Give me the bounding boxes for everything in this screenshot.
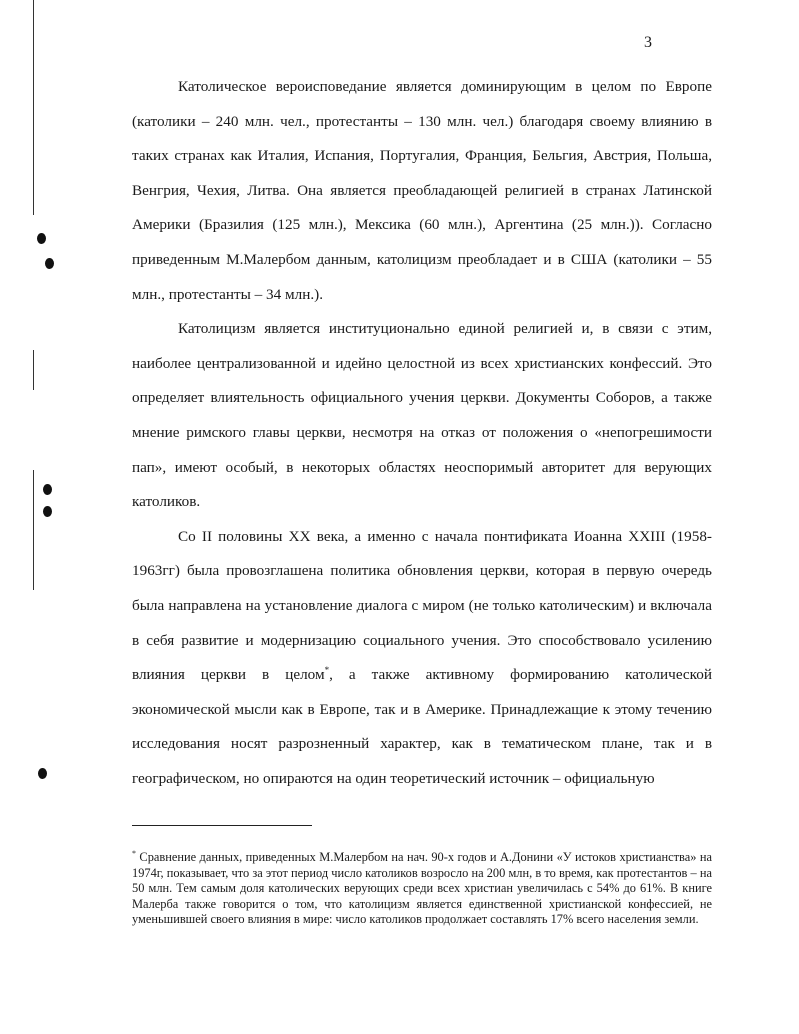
- footnote: [132, 850, 712, 928]
- punch-hole-mark: [37, 233, 46, 244]
- footnote-reference-mark: *: [324, 665, 330, 676]
- paragraph-2: Католицизм является институционально единой религией и, в связи с этим, наиболее централизованной и идейно целостной из всех христианских конфессий. Это определяет влиятельность официального учения церкви. Документы Соборов, а также мнение римского главы церкви, несмотря на отказ от положения о «непогрешимости пап», имеют особый, в некоторых областях неоспоримый авторитет для верующих католиков.: [132, 320, 712, 511]
- scan-edge-line: [33, 350, 34, 390]
- document-body: [132, 70, 712, 796]
- footnote-separator: [132, 825, 312, 826]
- paragraph-1: Католическое вероисповедание является доминирующим в целом по Европе (католики – 240 млн. чел., протестанты – 130 млн. чел.) благодаря своему влиянию в таких странах как Италия, Испания, Португалия, Франция, Бельгия, Австрия, Польша, Венгрия, Чехия, Литва. Она является преобладающей религией в странах Латинской Америки (Бразилия (125 млн.), Мексика (60 млн.), Аргентина (25 млн.)). Согласно приведенным М.Малербом данным, католицизм преобладает и в США (католики – 55 млн., протестанты – 34 млн.).: [132, 78, 712, 303]
- footnote-text: Сравнение данных, приведенных М.Малербом на нач. 90-х годов и А.Донини «У истоков христианства» на 1974г, показывает, что за этот период число католиков возросло на 200 млн, в то время, как протестантов – на 50 млн. Тем самым доля католических верующих среди всех христиан увеличилась с 54% до 61%. В книге Малерба также говорится о том, что католицизм является единственной христианской конфессией, не уменьшившей своего влияния в мире: число католиков продолжает составлять 17% всего населения земли.: [132, 850, 712, 927]
- scan-edge-line: [33, 470, 34, 590]
- punch-hole-mark: [45, 258, 54, 269]
- paragraph-3: [132, 520, 712, 797]
- paragraph-3-text-a: Со II половины XX века, а именно с начала понтификата Иоанна XXIII (1958-1963гг) была провозглашена политика обновления церкви, которая в первую очередь была направлена на установление диалога с миром (не только католическим) и включала в себя развитие и модернизацию социального учения. Это способствовало усилению влияния церкви в целом: [132, 527, 712, 684]
- punch-hole-mark: [43, 484, 52, 495]
- punch-hole-mark: [43, 506, 52, 517]
- punch-hole-mark: [38, 768, 47, 779]
- paragraph-3-text-b: , а также активному формированию католической экономической мысли как в Европе, так и в Америке. Принадлежащие к этому течению исследования носят разрозненный характер, как в тематическом плане, так и в географическом, но опираются на один теоретический источник – официальную: [132, 666, 713, 787]
- page-number: 3: [644, 34, 652, 51]
- footnote-mark: *: [132, 848, 136, 858]
- scan-edge-line: [33, 0, 34, 215]
